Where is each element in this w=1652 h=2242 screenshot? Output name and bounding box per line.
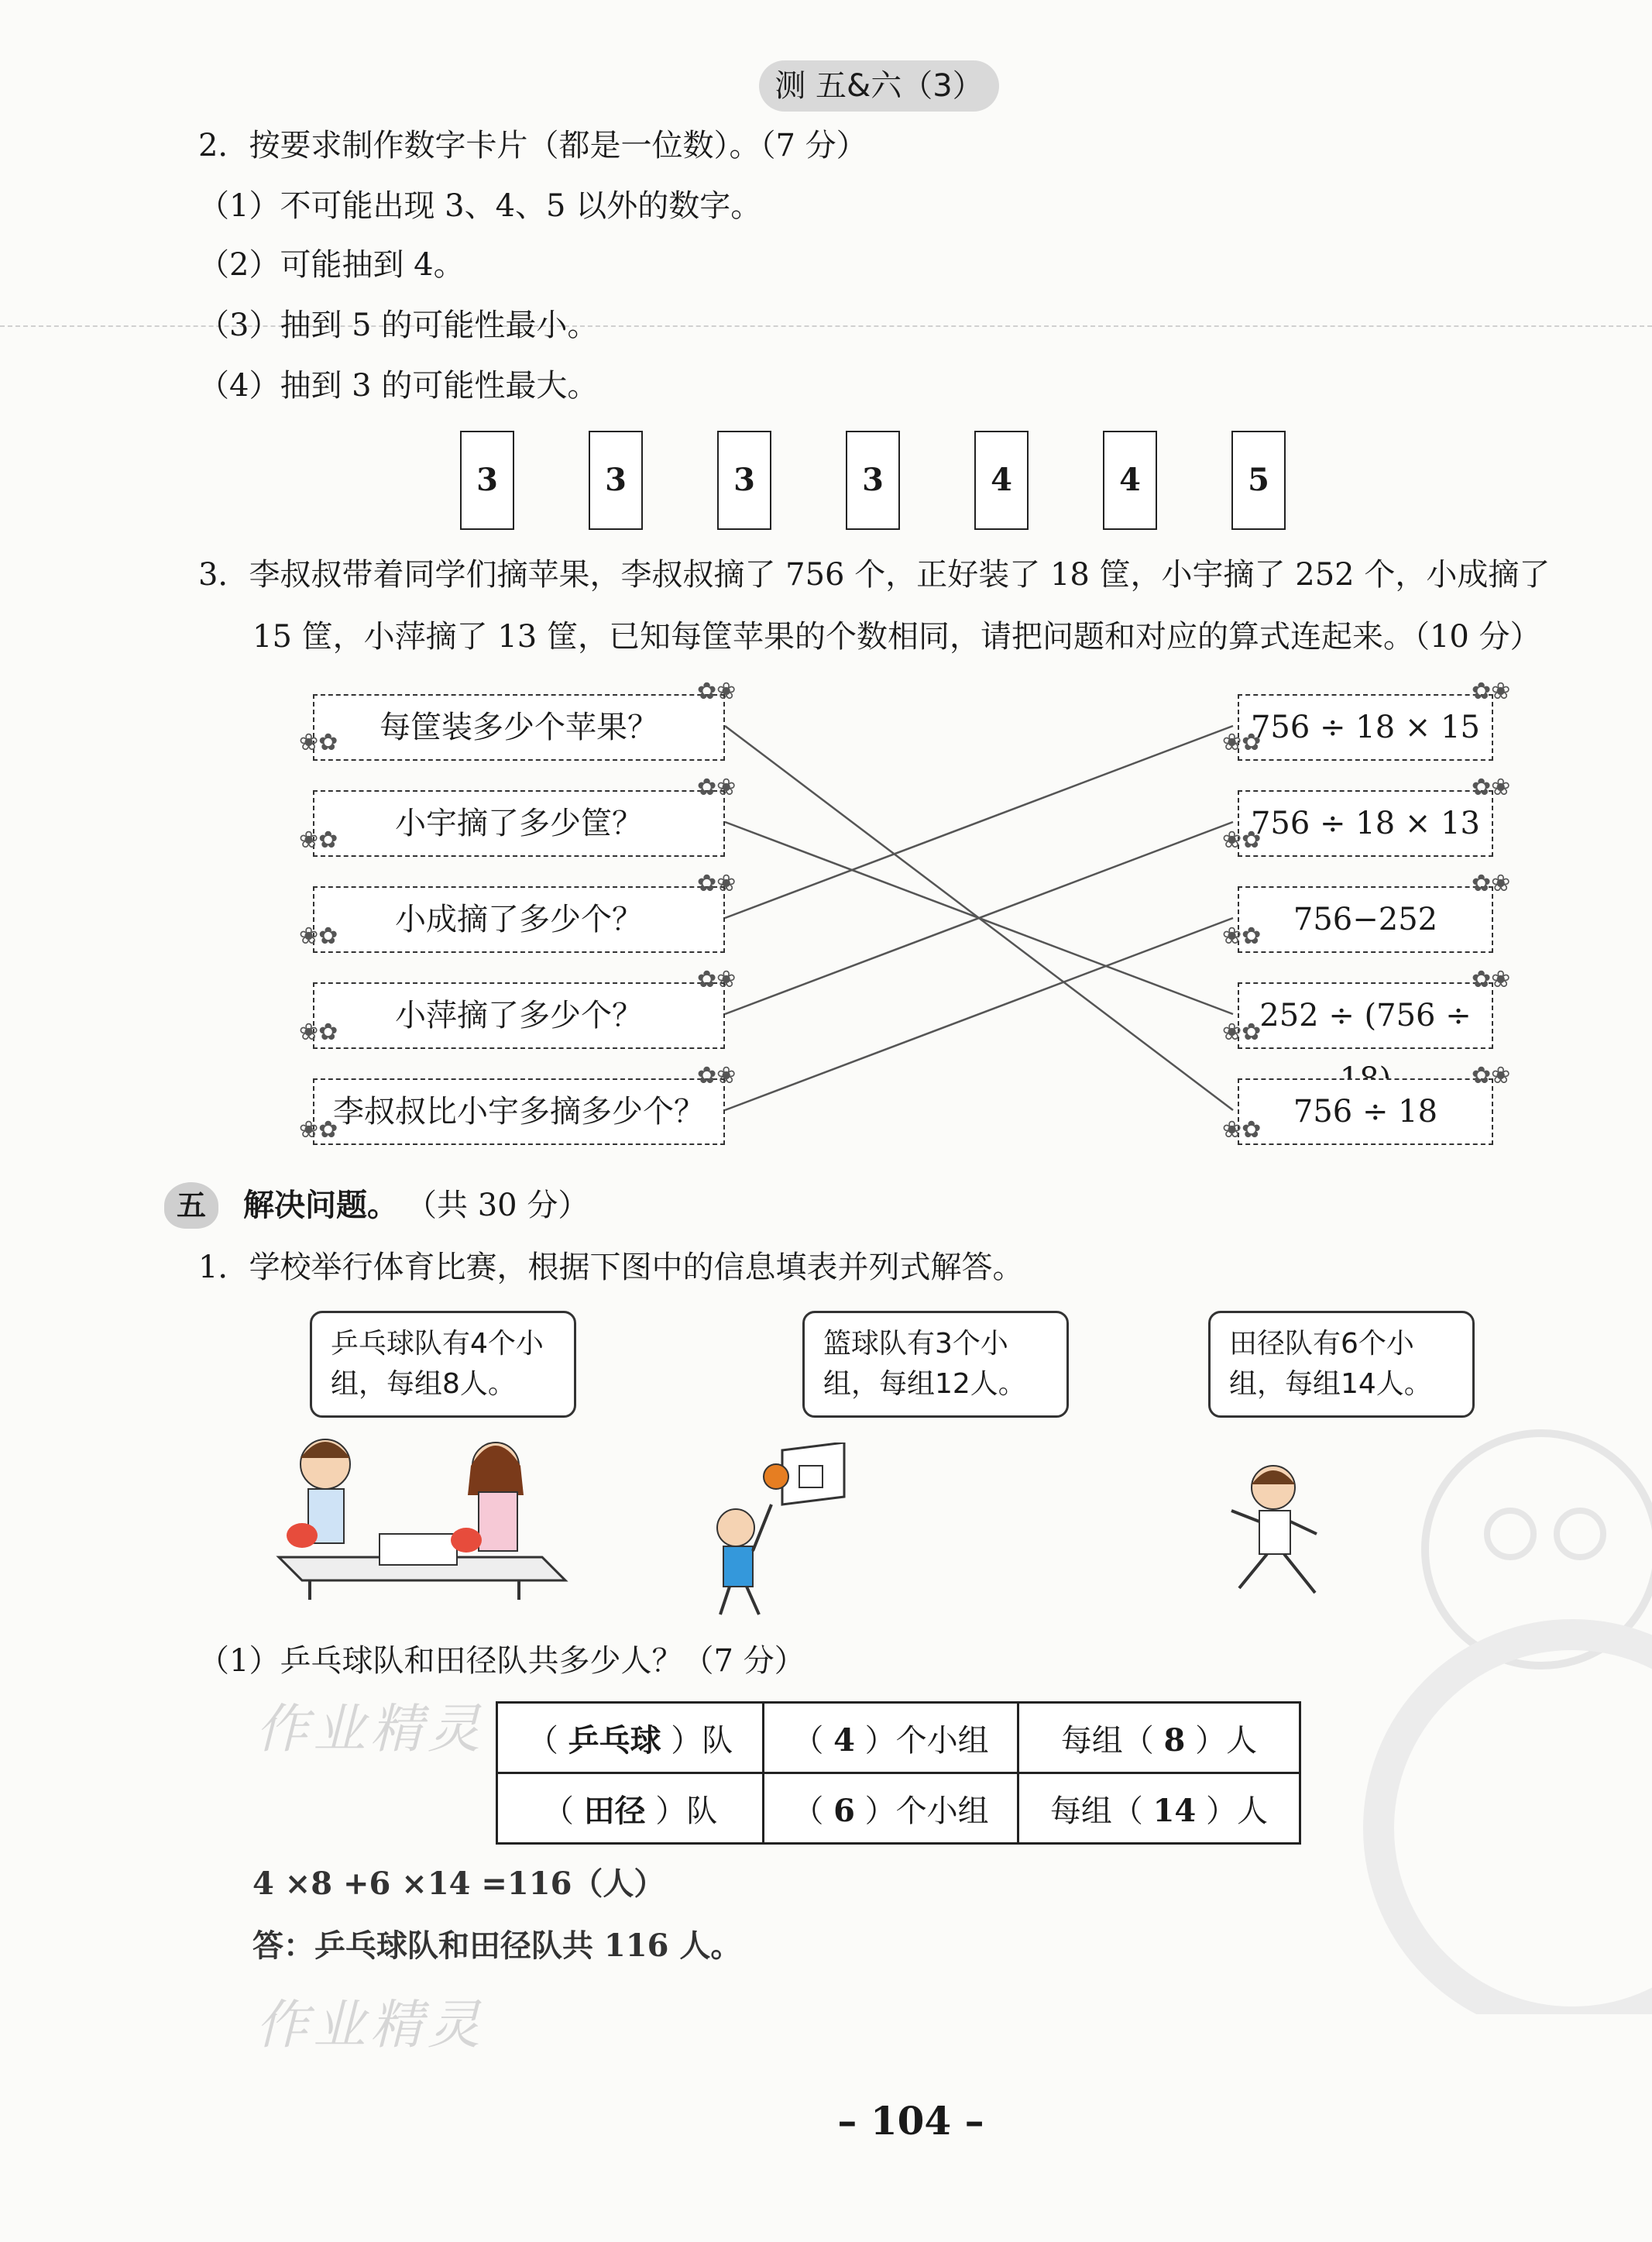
number-card: 3 [846, 431, 900, 530]
match-line [725, 726, 1233, 918]
number-card: 3 [717, 431, 771, 530]
team-suffix: 队 [702, 1722, 733, 1759]
per-value: 14 [1152, 1792, 1197, 1829]
section-points: （共 30 分） [406, 1188, 589, 1223]
groups-cell: （ 6 ）个小组 [764, 1773, 1018, 1844]
flower-icon: ✿❀ [1472, 774, 1511, 801]
flower-icon: ✿❀ [697, 870, 737, 897]
groups-cell: （ 4 ）个小组 [764, 1703, 1018, 1773]
q2-condition-2: （2）可能抽到 4。 [198, 247, 465, 283]
flower-icon: ❀✿ [299, 1019, 338, 1046]
flower-icon: ❀✿ [1222, 1019, 1262, 1046]
page-number: – 104 – [837, 2098, 984, 2144]
table-row [497, 1773, 1300, 1844]
formula-box[interactable]: 756−252 [1238, 886, 1493, 953]
number-card: 4 [1103, 431, 1157, 530]
match-line [725, 918, 1233, 1110]
flower-icon: ✿❀ [697, 1062, 737, 1089]
per-suffix: 人 [1236, 1793, 1268, 1829]
team-cell: （ 乒乓球 ）队 [497, 1703, 764, 1773]
flower-icon: ✿❀ [697, 678, 737, 705]
team-value: 田径 [583, 1792, 646, 1829]
q3-text-line1: 3．李叔叔带着同学们摘苹果，李叔叔摘了 756 个，正好装了 18 筐，小宇摘了 252 个，小成摘了 [198, 557, 1551, 593]
question-box[interactable]: 小宇摘了多少筐？ [313, 790, 725, 857]
per-prefix: 每组 [1060, 1722, 1123, 1759]
q5-1-sub1: （1）乒乓球队和田径队共多少人？（7 分） [198, 1643, 805, 1679]
q2-condition-1: （1）不可能出现 3、4、5 以外的数字。 [198, 188, 762, 224]
number-card: 3 [460, 431, 514, 530]
formula-box[interactable]: 756 ÷ 18 × 13 [1238, 790, 1493, 857]
mascot-watermark [1317, 1410, 1652, 2014]
number-card: 5 [1231, 431, 1286, 530]
flower-icon: ✿❀ [697, 966, 737, 993]
section-header: 测 五&六（3） [759, 60, 999, 112]
flower-icon: ❀✿ [1222, 827, 1262, 854]
team-cell: （ 田径 ）队 [497, 1773, 764, 1844]
speech-bubble-basketball: 篮球队有3个小组，每组12人。 [802, 1311, 1069, 1418]
formula-box[interactable]: 756 ÷ 18 [1238, 1078, 1493, 1145]
groups-value: 6 [833, 1792, 855, 1829]
flower-icon: ❀✿ [1222, 923, 1262, 950]
q2-condition-4: （4）抽到 3 的可能性最大。 [198, 368, 599, 404]
speech-bubble-track: 田径队有6个小组，每组14人。 [1208, 1311, 1475, 1418]
pingpong-illustration [263, 1418, 573, 1604]
flower-icon: ❀✿ [299, 827, 338, 854]
q5-1-text: 1．学校举行体育比赛，根据下图中的信息填表并列式解答。 [198, 1250, 1024, 1285]
q2-condition-3: （3）抽到 5 的可能性最小。 [198, 308, 599, 343]
flower-icon: ✿❀ [1472, 678, 1511, 705]
groups-value: 4 [833, 1721, 855, 1759]
flower-icon: ✿❀ [1472, 1062, 1511, 1089]
info-table [496, 1701, 1301, 1845]
per-cell: 每组（ 8 ）人 [1018, 1703, 1300, 1773]
table-row [497, 1703, 1300, 1773]
formula-box[interactable]: 756 ÷ 18 × 15 [1238, 694, 1493, 761]
flower-icon: ❀✿ [1222, 1116, 1262, 1143]
flower-icon: ❀✿ [1222, 729, 1262, 756]
flower-icon: ❀✿ [299, 923, 338, 950]
flower-icon: ✿❀ [1472, 870, 1511, 897]
section-title: 解决问题。 [243, 1188, 398, 1223]
q2-title: 2．按要求制作数字卡片（都是一位数）。（7 分） [198, 128, 867, 163]
question-box[interactable]: 每筐装多少个苹果？ [313, 694, 725, 761]
answer-text: 答：乒乓球队和田径队共 116 人。 [252, 1927, 742, 1964]
section-badge: 五 [164, 1182, 218, 1229]
number-card: 3 [589, 431, 643, 530]
watermark-text: 作业精灵 [256, 1699, 486, 1760]
calc-expression: 4 ×8 +6 ×14 =116（人） [252, 1865, 665, 1902]
number-card: 4 [974, 431, 1029, 530]
per-prefix: 每组 [1049, 1793, 1112, 1829]
per-suffix: 人 [1226, 1722, 1258, 1759]
question-box[interactable]: 小萍摘了多少个？ [313, 982, 725, 1049]
groups-suffix: 个小组 [895, 1722, 989, 1759]
watermark-text: 作业精灵 [256, 1995, 486, 2056]
per-value: 8 [1163, 1721, 1186, 1759]
basketball-illustration [705, 1443, 860, 1621]
formula-box[interactable]: 252 ÷ (756 ÷ [1238, 982, 1493, 1049]
q3-text-line2: 15 筐，小萍摘了 13 筐，已知每筐苹果的个数相同，请把问题和对应的算式连起来。（10 分） [252, 619, 1541, 655]
question-box[interactable]: 小成摘了多少个？ [313, 886, 725, 953]
flower-icon: ✿❀ [697, 774, 737, 801]
question-box[interactable]: 李叔叔比小宇多摘多少个？ [313, 1078, 725, 1145]
flower-icon: ✿❀ [1472, 966, 1511, 993]
team-suffix: 队 [686, 1793, 718, 1829]
per-cell: 每组（ 14 ）人 [1018, 1773, 1300, 1844]
flower-icon: ❀✿ [299, 729, 338, 756]
flower-icon: ❀✿ [299, 1116, 338, 1143]
team-value: 乒乓球 [568, 1721, 661, 1759]
groups-suffix: 个小组 [895, 1793, 989, 1829]
speech-bubble-pingpong: 乒乓球队有4个小组，每组8人。 [310, 1311, 576, 1418]
